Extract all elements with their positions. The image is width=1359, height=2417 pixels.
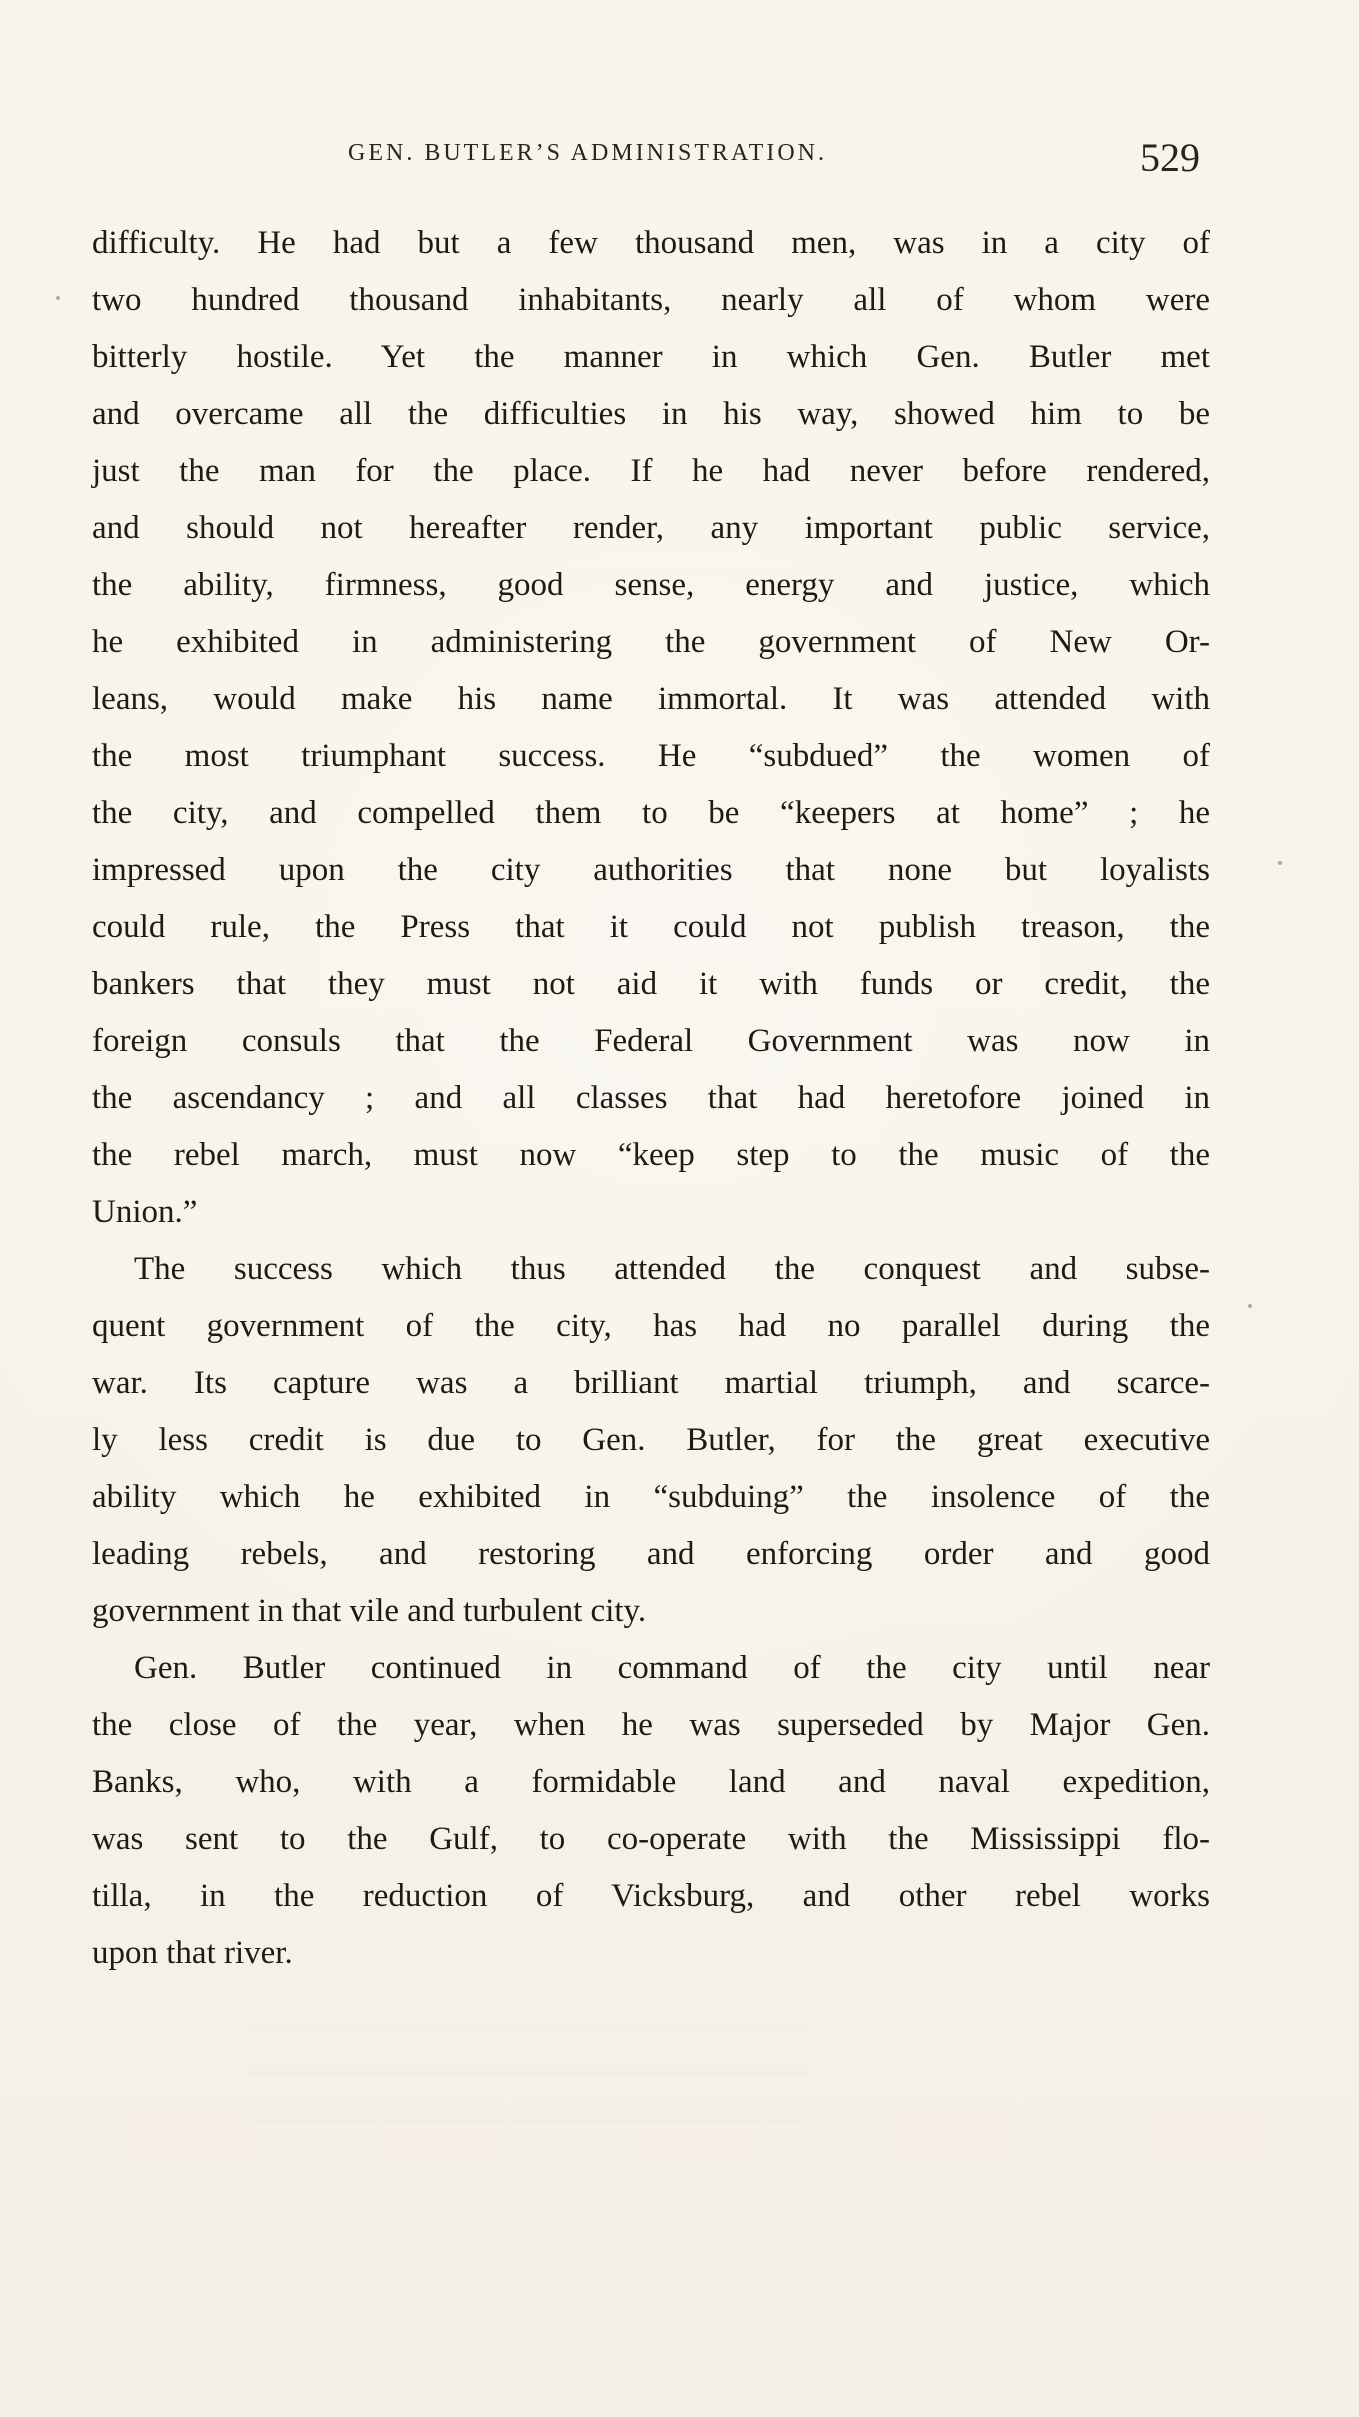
text-line-20: quent government of the city, has had no parallel during the [92,1308,1210,1344]
text-line-29: was sent to the Gulf, to co-operate with the Mississippi flo- [92,1821,1210,1857]
text-line-6: and should not hereafter render, any important public service, [92,510,1210,546]
text-line-7: the ability, firmness, good sense, energy and justice, which [92,567,1210,603]
text-line-28: Banks, who, with a formidable land and naval expedition, [92,1764,1210,1800]
text-line-31: upon that river. [92,1935,293,1971]
paper-speck [1278,861,1282,865]
text-line-3: bitterly hostile. Yet the manner in which Gen. Butler met [92,339,1210,375]
text-line-10: the most triumphant success. He “subdued” the women of [92,738,1210,774]
text-line-30: tilla, in the reduction of Vicksburg, and other rebel works [92,1878,1210,1914]
text-line-12: impressed upon the city authorities that none but loyalists [92,852,1210,888]
page-number: 529 [1140,135,1200,180]
text-line-4: and overcame all the difficulties in his way, showed him to be [92,396,1210,432]
running-head: GEN. BUTLER’S ADMINISTRATION. [348,140,827,166]
text-line-19: The success which thus attended the conquest and subse- [134,1251,1210,1287]
text-line-13: could rule, the Press that it could not publish treason, the [92,909,1210,945]
text-line-18: Union.” [92,1194,198,1230]
show-through-text [248,2026,808,2122]
text-line-25: government in that vile and turbulent city. [92,1593,647,1629]
text-line-16: the ascendancy ; and all classes that had heretofore joined in [92,1080,1210,1116]
text-line-26: Gen. Butler continued in command of the city until near [134,1650,1210,1686]
text-line-9: leans, would make his name immortal. It was attended with [92,681,1210,717]
paper-speck [1248,1304,1252,1308]
text-line-11: the city, and compelled them to be “keepers at home” ; he [92,795,1210,831]
text-line-23: ability which he exhibited in “subduing” the insolence of the [92,1479,1210,1515]
text-line-2: two hundred thousand inhabitants, nearly all of whom were [92,282,1210,318]
text-line-27: the close of the year, when he was superseded by Major Gen. [92,1707,1210,1743]
text-line-5: just the man for the place. If he had never before rendered, [92,453,1210,489]
text-line-8: he exhibited in administering the government of New Or- [92,624,1210,660]
text-line-24: leading rebels, and restoring and enforcing order and good [92,1536,1210,1572]
text-line-14: bankers that they must not aid it with funds or credit, the [92,966,1210,1002]
text-line-15: foreign consuls that the Federal Government was now in [92,1023,1210,1059]
text-line-21: war. Its capture was a brilliant martial triumph, and scarce- [92,1365,1210,1401]
text-line-22: ly less credit is due to Gen. Butler, for the great executive [92,1422,1210,1458]
paper-speck [56,296,60,300]
text-line-17: the rebel march, must now “keep step to the music of the [92,1137,1210,1173]
text-line-1: difficulty. He had but a few thousand men, was in a city of [92,225,1210,261]
